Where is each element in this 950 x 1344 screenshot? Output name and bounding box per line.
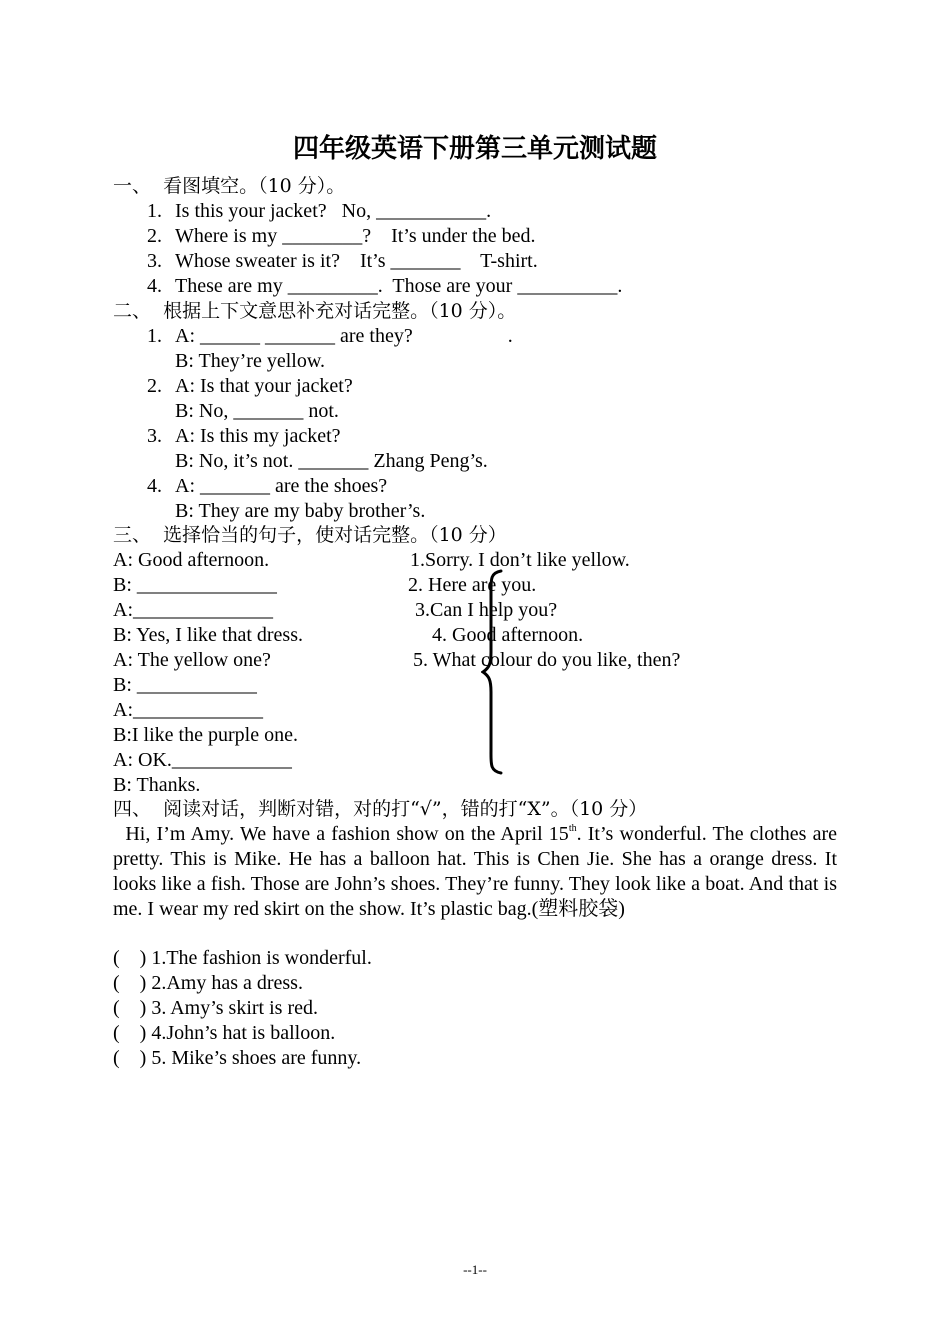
- dialog-line: B: Yes, I like that dress.: [113, 624, 303, 646]
- passage-text-b: . It’s wonderful. The clothes are pretty. This is Mike. He has a balloon hat. This is Chen Jie. She has a orange dress. It looks like a fish. Those are John’s shoes. They’re funny. They look like a boat. And that is me. I wear my red skirt on the show. It’s plastic bag.(塑料胶袋): [113, 823, 838, 920]
- page-number: --1--: [463, 1262, 487, 1277]
- s2-line-a: [147, 374, 353, 398]
- option-item: 3.Can I help you?: [415, 599, 558, 621]
- dialog-line: B: ______________: [113, 574, 277, 596]
- s2-line-b: B: They’re yellow.: [175, 350, 325, 372]
- page-title: 四年级英语下册第三单元测试题: [292, 134, 657, 164]
- section-1-heading: 一、 看图填空。（10 分）。: [113, 175, 346, 197]
- judge-item: ( ) 2.Amy has a dress.: [113, 972, 303, 994]
- s1-item: [147, 249, 538, 273]
- item-text: A: Is this my jacket?: [175, 425, 341, 447]
- option-item: 4. Good afternoon.: [432, 624, 584, 646]
- item-number: 1.: [147, 325, 162, 347]
- item-text: A: ______ _______ are they? .: [175, 325, 513, 347]
- dialog-line: B:I like the purple one.: [113, 724, 298, 746]
- s2-line-a: [147, 474, 387, 498]
- curly-brace: [481, 568, 509, 776]
- item-text: Whose sweater is it? It’s _______ T-shirt.: [175, 250, 538, 272]
- judge-item: ( ) 3. Amy’s skirt is red.: [113, 997, 318, 1019]
- judge-item: ( ) 4.John’s hat is balloon.: [113, 1022, 336, 1044]
- s2-line-a: [147, 424, 341, 448]
- dialog-line: A:_____________: [113, 699, 263, 721]
- dialog-line: B: ____________: [113, 674, 257, 696]
- dialog-line: A: OK.____________: [113, 749, 292, 771]
- item-text: These are my _________. Those are your __________.: [175, 275, 623, 297]
- s1-item: [147, 274, 622, 298]
- s1-item: [147, 224, 535, 248]
- item-text: A: _______ are the shoes?: [175, 475, 388, 497]
- item-number: 3.: [147, 250, 162, 272]
- item-number: 3.: [147, 425, 162, 447]
- judge-item: ( ) 5. Mike’s shoes are funny.: [113, 1047, 362, 1069]
- item-text: Is this your jacket? No, ___________.: [175, 200, 492, 222]
- option-item: 1.Sorry. I don’t like yellow.: [410, 549, 630, 571]
- dialog-line: A: Good afternoon.: [113, 549, 270, 571]
- s1-item: [147, 199, 491, 223]
- item-number: 4.: [147, 475, 162, 497]
- item-number: 2.: [147, 225, 162, 247]
- item-number: 1.: [147, 200, 162, 222]
- dialog-line: B: Thanks.: [113, 774, 201, 796]
- s2-line-a: [147, 324, 513, 348]
- section-2-heading: 二、 根据上下文意思补充对话完整。（10 分）。: [113, 300, 517, 322]
- ordinal-suffix: th: [568, 823, 577, 834]
- reading-passage: [113, 822, 837, 922]
- s2-line-b: B: They are my baby brother’s.: [175, 500, 426, 522]
- section-3-heading: 三、 选择恰当的句子，使对话完整。（10 分）: [113, 524, 507, 546]
- judge-item: ( ) 1.The fashion is wonderful.: [113, 947, 372, 969]
- s2-line-b: B: No, _______ not.: [175, 400, 339, 422]
- option-item: 2. Here are you.: [408, 574, 537, 596]
- passage-text-a: Hi, I’m Amy. We have a fashion show on the April 15: [125, 823, 569, 845]
- item-number: 2.: [147, 375, 162, 397]
- dialog-line: A:______________: [113, 599, 273, 621]
- section-4-heading: 四、 阅读对话，判断对错，对的打“√”，错的打“X”。（10 分）: [113, 798, 648, 820]
- item-number: 4.: [147, 275, 162, 297]
- dialog-line: A: The yellow one?: [113, 649, 271, 671]
- item-text: A: Is that your jacket?: [175, 375, 353, 397]
- option-item: 5. What colour do you like, then?: [413, 649, 681, 671]
- item-text: Where is my ________? It’s under the bed.: [175, 225, 536, 247]
- s2-line-b: B: No, it’s not. _______ Zhang Peng’s.: [175, 450, 488, 472]
